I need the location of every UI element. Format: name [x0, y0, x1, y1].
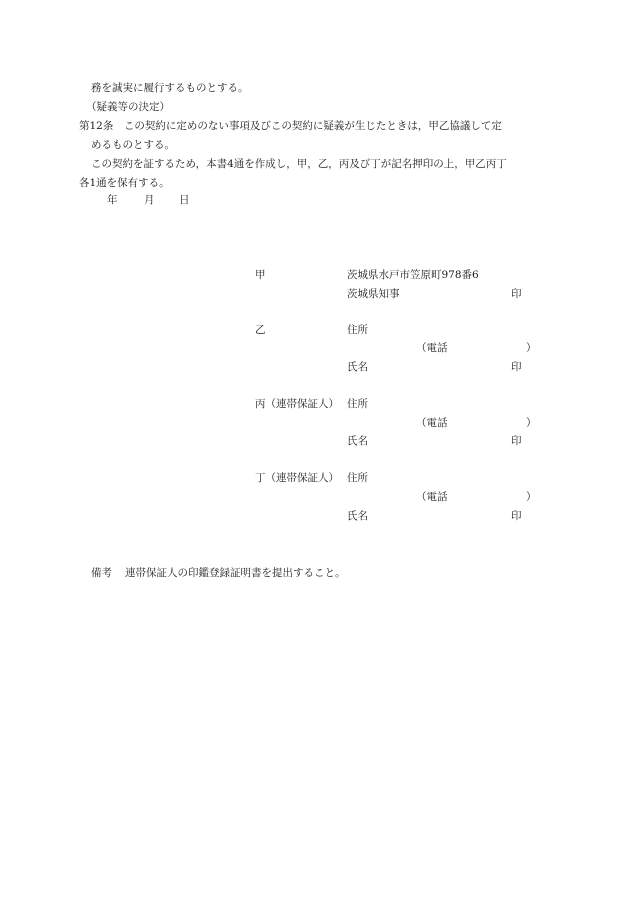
party-hei-name-label: 氏名 [347, 435, 368, 447]
party-otsu-name-label: 氏名 [347, 361, 368, 373]
party-tei-seal: 印 [511, 510, 522, 522]
witness-clause-line-1: この契約を証するため，本書4通を作成し，甲，乙，丙及び丁が記名押印の上，甲乙丙丁 [91, 158, 507, 170]
date-year: 年 [107, 194, 118, 206]
party-kou-name: 茨城県知事 [347, 288, 400, 300]
party-hei-seal: 印 [511, 435, 522, 447]
party-otsu-phone-close: ） [526, 342, 537, 354]
party-otsu-address-label: 住所 [347, 324, 368, 336]
party-tei-label: 丁（連帯保証人） [255, 472, 339, 484]
party-hei-address-label: 住所 [347, 398, 368, 410]
article-12-continuation: めるものとする。 [91, 139, 175, 151]
date-day: 日 [179, 194, 190, 206]
party-tei-name-label: 氏名 [347, 510, 368, 522]
party-otsu-phone-open: （電話 [416, 342, 448, 354]
party-tei-phone-close: ） [526, 491, 537, 503]
party-tei-phone-open: （電話 [416, 491, 448, 503]
witness-clause-line-2: 各1通を保有する。 [79, 177, 170, 189]
party-otsu-label: 乙 [255, 324, 266, 336]
section-heading: （疑義等の決定） [86, 101, 170, 113]
party-kou-seal: 印 [511, 288, 522, 300]
party-hei-phone-open: （電話 [416, 417, 448, 429]
remark-label: 備考 [91, 567, 112, 579]
article-12-text: 第12条 この契約に定めのない事項及びこの契約に疑義が生じたときは，甲乙協議して定 [79, 120, 502, 132]
date-month: 月 [144, 194, 155, 206]
body-line-1: 務を誠実に履行するものとする。 [91, 82, 249, 94]
party-kou-label: 甲 [255, 269, 266, 281]
party-otsu-seal: 印 [511, 361, 522, 373]
party-tei-address-label: 住所 [347, 472, 368, 484]
party-kou-address: 茨城県水戸市笠原町978番6 [347, 269, 479, 281]
party-hei-phone-close: ） [526, 417, 537, 429]
remark-text: 連帯保証人の印鑑登録証明書を提出すること。 [125, 567, 346, 579]
party-hei-label: 丙（連帯保証人） [255, 398, 339, 410]
